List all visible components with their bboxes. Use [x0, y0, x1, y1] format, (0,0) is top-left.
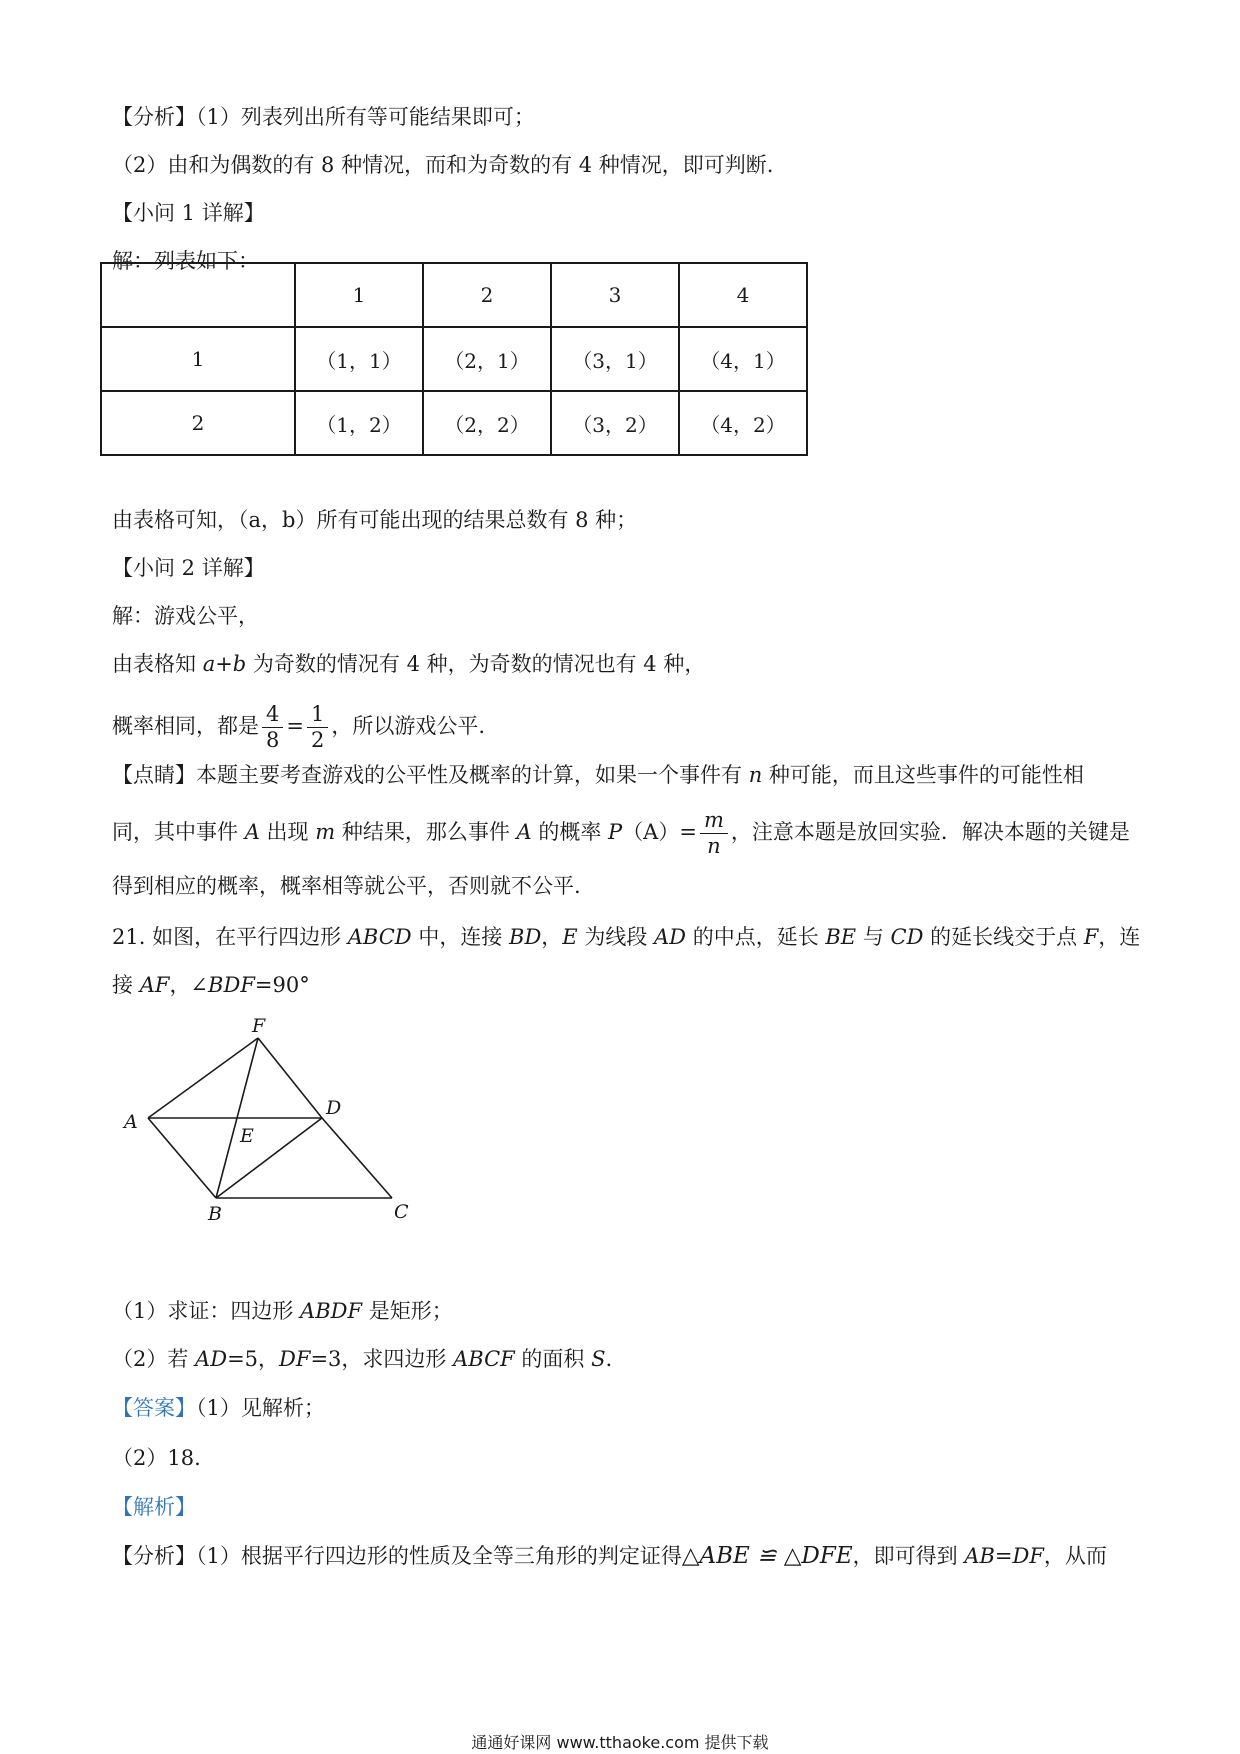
answer-line-1 [112, 1393, 325, 1423]
section-heading-q2: 【小问 2 详解】 [112, 556, 265, 580]
label-b: B [208, 1203, 222, 1225]
problem-line-2 [112, 970, 310, 1000]
table-cell: （3，1） [551, 327, 679, 391]
text: 与 [856, 925, 891, 949]
table-cell: （2，2） [423, 391, 551, 455]
table-cell: （1，2） [295, 391, 423, 455]
text: ABCF [453, 1347, 515, 1371]
table-cell: （3，2） [551, 391, 679, 455]
probability-line [112, 700, 485, 753]
text: n [748, 763, 763, 787]
fraction-4-8: $\frac{4}{8}$ [262, 702, 283, 753]
text: 21. 如图，在平行四边形 [112, 925, 348, 949]
text: ，连 [1098, 925, 1141, 949]
text: 种可能，而且这些事件的可能性相 [762, 763, 1084, 787]
text: 种结果，那么事件 [335, 820, 517, 844]
text: =5， [227, 1347, 280, 1371]
text: a+b [202, 652, 247, 676]
table-conclusion: 由表格可知，（a，b）所有可能出现的结果总数有 8 种； [112, 508, 638, 532]
table-row [101, 263, 807, 327]
text: A [516, 820, 532, 844]
comment-line-1 [112, 760, 1084, 790]
text: ABDF [300, 1299, 363, 1323]
text: ，注意本题是放回实验．解决本题的关键是 [730, 820, 1130, 844]
text: =90° [254, 973, 310, 997]
analysis-line-2: （2）由和为偶数的有 8 种情况，而和为奇数的有 4 种情况，即可判断. [112, 153, 774, 177]
text: AB=DF [964, 1544, 1044, 1568]
text: AD [654, 925, 687, 949]
text: 为线段 [577, 925, 654, 949]
text: ， [541, 925, 563, 949]
text: ，∠ [169, 973, 209, 997]
answer-tag: 【答案】 [112, 1396, 196, 1420]
text: E [562, 925, 578, 949]
label-e: E [240, 1125, 254, 1147]
text: P [608, 820, 623, 844]
text: ABCD [347, 925, 412, 949]
table-row [101, 327, 807, 391]
table-cell: 2 [101, 391, 295, 455]
analysis-line-1: 【分析】（1）列表列出所有等可能结果即可； [112, 105, 535, 129]
table-cell: （1，1） [295, 327, 423, 391]
text: CD [890, 925, 924, 949]
table-cell: 1 [101, 327, 295, 391]
text: 概率相同，都是 [112, 714, 259, 738]
label-c: C [394, 1201, 409, 1223]
text: DF [279, 1347, 311, 1371]
text: 由表格知 [112, 652, 203, 676]
segment-fd [258, 1038, 322, 1118]
text: F [1083, 925, 1099, 949]
text: 是矩形； [362, 1299, 453, 1323]
table-cell: （4，1） [679, 327, 807, 391]
text: 的中点，延长 [686, 925, 826, 949]
answer-line-2: （2）18. [112, 1446, 201, 1470]
analysis-line [112, 1541, 1107, 1571]
text: A [244, 820, 260, 844]
text: 【分析】（1）根据平行四边形的性质及全等三角形的判定证得 [112, 1544, 682, 1568]
text: 的概率 [531, 820, 609, 844]
solution-fair: 解：游戏公平， [112, 604, 259, 628]
comment-line-2 [112, 806, 1130, 859]
table-row [101, 391, 807, 455]
text: ，所以游戏公平. [331, 714, 486, 738]
text: BDF [208, 973, 255, 997]
problem-line-1 [112, 922, 1140, 952]
table-cell: （2，1） [423, 327, 551, 391]
table-cell: 1 [295, 263, 423, 327]
text: 【点睛】本题主要考查游戏的公平性及概率的计算，如果一个事件有 [112, 763, 749, 787]
fraction-m-n: $\frac{m}{n}$ [700, 808, 728, 859]
segment-dc [322, 1118, 392, 1198]
label-d: D [326, 1097, 342, 1119]
text: 中，连接 [411, 925, 510, 949]
text: BD [509, 925, 542, 949]
parallelogram-figure [112, 1010, 432, 1230]
label-f: F [252, 1015, 266, 1037]
page-footer: 通通好课网 www.tthaoke.com 提供下载 [471, 1733, 769, 1752]
text: =3，求四边形 [310, 1347, 454, 1371]
text: m [315, 820, 336, 844]
text: （1）见解析； [196, 1396, 325, 1420]
label-a: A [124, 1111, 138, 1133]
subquestion-2 [112, 1344, 612, 1374]
solution-count [112, 649, 705, 679]
equals-sign: = [286, 714, 304, 738]
analysis-tag: 【解析】 [112, 1495, 196, 1519]
text: 出现 [259, 820, 316, 844]
table-cell: （4，2） [679, 391, 807, 455]
text: 为奇数的情况有 4 种，为奇数的情况也有 4 种， [246, 652, 706, 676]
congruence-formula: △ABE ≌ △DFE [681, 1543, 853, 1569]
section-heading-q1: 【小问 1 详解】 [112, 201, 265, 225]
text: . [605, 1347, 613, 1371]
text: ，即可得到 [852, 1544, 965, 1568]
analysis-tag-line [112, 1492, 196, 1522]
text: 的延长线交于点 [923, 925, 1084, 949]
text: 同，其中事件 [112, 820, 245, 844]
outcome-table [100, 262, 808, 456]
text: （1）求证：四边形 [112, 1299, 301, 1323]
comment-line-3: 得到相应的概率，概率相等就公平，否则就不公平. [112, 874, 581, 898]
text: AF [139, 973, 170, 997]
table-cell [101, 263, 295, 327]
text: （2）若 [112, 1347, 196, 1371]
segment-ab [148, 1118, 216, 1198]
text: 的面积 [514, 1347, 592, 1371]
solution-intro: 解：列表如下： [112, 249, 259, 273]
table-cell: 4 [679, 263, 807, 327]
table-cell: 3 [551, 263, 679, 327]
text: ，从而 [1043, 1544, 1107, 1568]
text: 接 [112, 973, 140, 997]
segment-af [148, 1038, 258, 1118]
text: （A）= [622, 820, 697, 844]
text: BE [825, 925, 857, 949]
text: AD [195, 1347, 228, 1371]
table-cell: 2 [423, 263, 551, 327]
fraction-1-2: $\frac{1}{2}$ [307, 702, 328, 753]
subquestion-1 [112, 1296, 453, 1326]
segment-bd [216, 1118, 322, 1198]
text: S [591, 1347, 606, 1371]
